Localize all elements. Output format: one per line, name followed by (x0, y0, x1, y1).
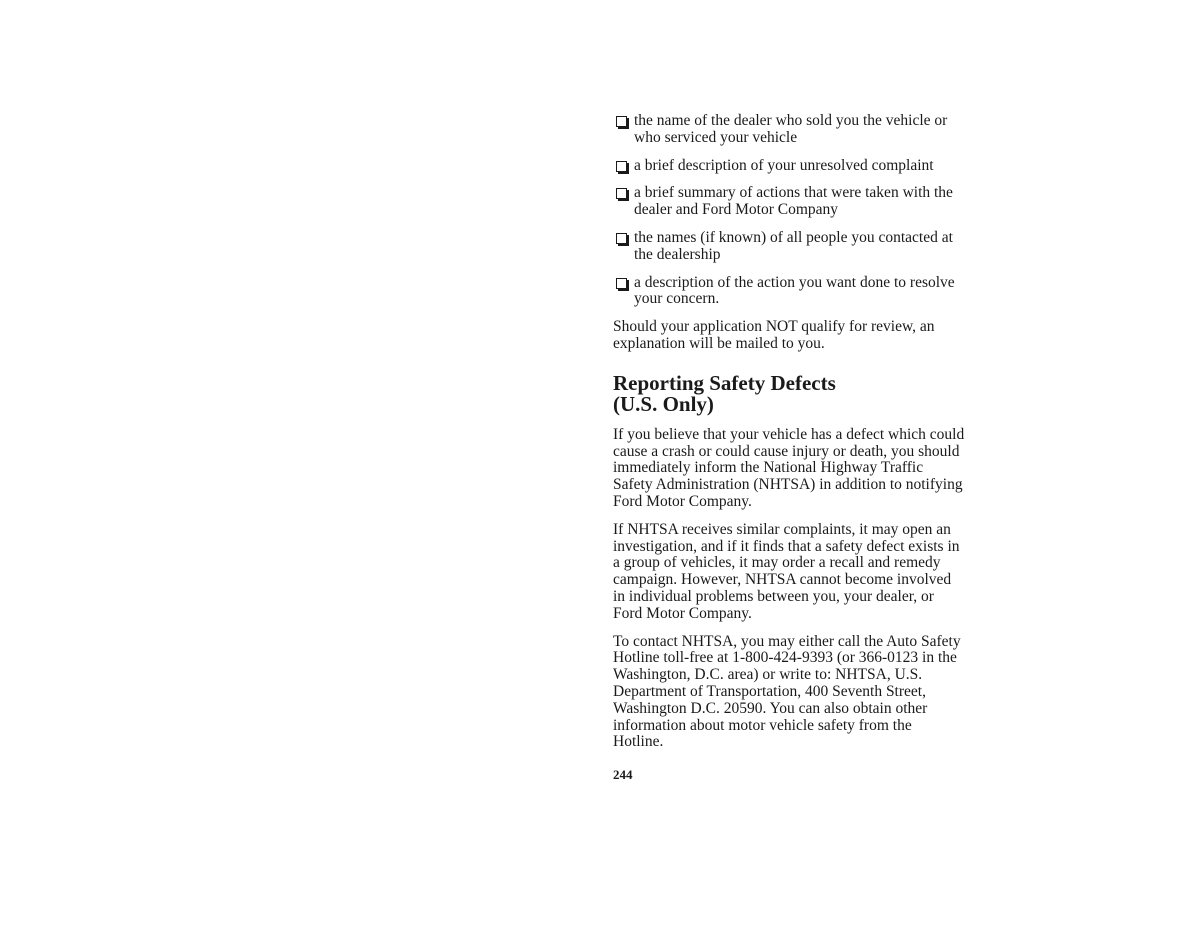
checklist (613, 113, 965, 308)
checklist-item-text: the name of the dealer who sold you the vehicle or who serviced your vehicle (634, 112, 948, 146)
checkbox-icon (616, 161, 627, 172)
section-paragraph: To contact NHTSA, you may either call the Auto Safety Hotline toll-free at 1-800-424-9393 (or 366-0123 in the Washington, D.C. area) or write to: NHTSA, U.S. Department of Transportation, 400 Seventh Street, Washington D.C. 20590. You can also obtain other information about motor vehicle safety from the Hotline. (613, 632, 961, 751)
section-heading-line2: (U.S. Only) (613, 391, 714, 416)
checklist-item-text: the names (if known) of all people you contacted at the dealership (634, 228, 953, 263)
checkbox-icon (616, 188, 627, 199)
checklist-item-text: a brief summary of actions that were taken with the dealer and Ford Motor Company (634, 184, 953, 219)
page-number: 244 (613, 767, 633, 783)
checklist-item (613, 113, 965, 147)
closing-note: Should your application NOT qualify for review, an explanation will be mailed to you. (613, 318, 935, 352)
section-paragraph: If NHTSA receives similar complaints, it may open an investigation, and if it finds that a safety defect exists in a group of vehicles, it may order a recall and remedy campaign. However, NHTSA cannot become involved in individual problems between you, your dealer, or Ford Motor Company. (613, 520, 960, 622)
section-paragraph: If you believe that your vehicle has a defect which could cause a crash or could cause injury or death, you should immediately inform the National Highway Traffic Safety Administration (NHTSA) in addition to notifying Ford Motor Company. (613, 425, 965, 510)
checklist-item (613, 275, 965, 309)
checklist-item-text: a description of the action you want done to resolve your concern. (634, 273, 955, 308)
checklist-item (613, 158, 965, 175)
checkbox-icon (616, 278, 627, 289)
section-heading (613, 370, 965, 416)
checkbox-icon (616, 116, 627, 127)
section-heading-line1: Reporting Safety Defects (613, 370, 836, 395)
page-content (613, 113, 965, 783)
checklist-item-text: a brief description of your unresolved complaint (634, 156, 934, 174)
checkbox-icon (616, 233, 627, 244)
checklist-item (613, 185, 965, 219)
checklist-item (613, 230, 965, 264)
